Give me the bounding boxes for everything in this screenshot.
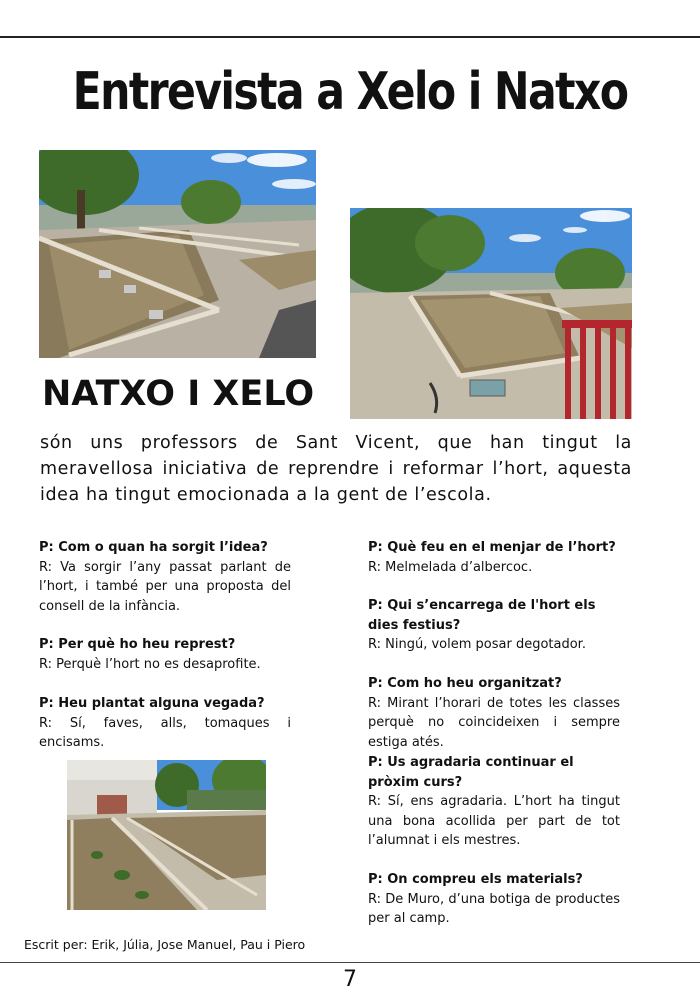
page-number: 7 (343, 967, 357, 992)
answer: R: De Muro, d’una botiga de productes per al camp. (368, 891, 620, 926)
hort-photo-1 (39, 150, 316, 358)
answer: R: Ningú, volem posar degotador. (368, 637, 586, 652)
question: P: Com o quan ha sorgit l’idea? (39, 540, 268, 555)
hort-photo-2 (350, 208, 632, 419)
qa-item (368, 674, 620, 752)
qa-item (39, 538, 291, 616)
answer: R: Sí, ens agradaria. L’hort ha tingut una bona acollida per part de tot l’alumnat i els mestres. (368, 794, 620, 848)
question: P: Què feu en el menjar de l’hort? (368, 540, 616, 555)
answer: R: Perquè l’hort no es desaprofite. (39, 656, 261, 672)
subtitle-heading: NATXO I XELO (42, 374, 315, 414)
answer: R: Sí, faves, alls, tomaques i encisams. (39, 715, 291, 750)
page-title: Entrevista a Xelo i Natxo (72, 62, 628, 122)
qa-item (39, 635, 291, 674)
answer: R: Mirant l’horari de totes les classes perquè no coincideixen i sempre estiga atés. (368, 695, 620, 750)
question: P: Us agradaria continuar el pròxim curs? (368, 755, 574, 790)
hort-photo-3 (67, 760, 266, 910)
question: P: Per què ho heu represt? (39, 637, 236, 652)
question: P: On compreu els materials? (368, 872, 583, 887)
bottom-rule (0, 962, 700, 963)
author-credit: Escrit per: Erik, Júlia, Jose Manuel, Pau i Piero (24, 937, 306, 952)
intro-paragraph: són uns professors de Sant Vicent, que han tingut la meravellosa iniciativa de reprendre i reformar l’hort, aquesta idea ha tingut emocionada a la gent de l’escola. (40, 433, 632, 505)
qa-item (39, 694, 291, 753)
qa-item (368, 870, 620, 929)
question: P: Com ho heu organitzat? (368, 676, 562, 691)
qa-item (368, 596, 620, 655)
answer: R: Melmelada d’albercoc. (368, 559, 533, 575)
qa-item (368, 538, 620, 577)
top-rule (0, 36, 700, 38)
qa-item (368, 753, 620, 851)
question: P: Qui s’encarrega de l'hort els dies festius? (368, 598, 596, 633)
question: P: Heu plantat alguna vegada? (39, 696, 265, 711)
answer: R: Va sorgir l’any passat parlant de l’hort, i també per una proposta del consell de la infància. (39, 559, 291, 614)
